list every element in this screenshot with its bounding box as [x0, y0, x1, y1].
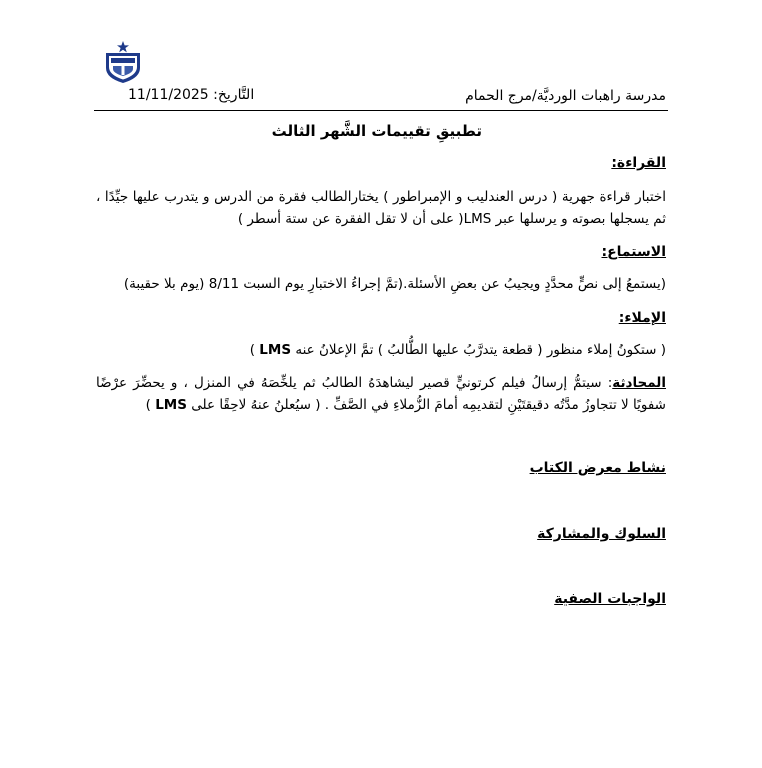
reading-text: اختبار قراءة جهرية ( درس العندليب و الإمبراطور ) يختارالطالب فقرة من الدرس و يتدرب عليها جيِّدًا ، ثم يسجلها بصوته و يرسلها عبر LMS( على أن لا تقل الفقرة عن ستة أسطر )	[96, 189, 666, 227]
conversation-text-after: )	[145, 397, 151, 413]
dictation-text-after: )	[249, 342, 255, 358]
conversation-lms: LMS	[155, 397, 187, 413]
reading-heading: القراءة:	[611, 155, 666, 171]
school-name: مدرسة راهبات الورديَّة/مرج الحمام	[465, 88, 666, 104]
book-fair-heading: نشاط معرض الكتاب	[529, 460, 666, 476]
conversation-paragraph	[96, 372, 666, 416]
dictation-heading: الإملاء:	[618, 310, 666, 326]
behavior-heading: السلوك والمشاركة	[537, 526, 666, 542]
conversation-heading: المحادثة	[612, 375, 666, 391]
header-divider	[94, 110, 668, 111]
listening-text: (يستمعُ إلى نصٍّ محدَّدٍ ويجيبُ عن بعضِ الأسئلة.(تمَّ إجراءُ الاختبارِ يوم السبت 8/11 (يوم بلا حقيبة)	[123, 276, 666, 292]
page-title: تطبيقِ تقييمات الشَّهر الثالث	[271, 122, 482, 140]
document-date: التَّاريخ: 11/11/2025	[128, 87, 255, 103]
dictation-lms: LMS	[259, 342, 292, 358]
homework-heading: الواجبات الصفية	[554, 591, 666, 607]
dictation-text-before: ( ستكونُ إملاء منظور ( قطعة يتدرَّبُ عليها الطُّالبُ ) تمَّ الإعلانُ عنه	[295, 342, 666, 358]
school-logo-icon	[102, 40, 144, 84]
listening-heading: الاستماع:	[601, 244, 666, 260]
dictation-text	[250, 342, 666, 358]
conversation-text: : سيتمُّ إرسالُ فيلم كرتونيٍّ قصير ليشاهدَهُ الطالبُ ثم يلخِّصَهُ في المنزل ، و يحضِّرَ عرْضًا شفويًا لا تتجاوزُ مدَّتُه دقيقتَيْنِ لتقديمِه أمامَ الزُّملاءِ في الصَّفِّ . ( سيُعلنُ عنهُ لاحِقًا على	[96, 375, 666, 413]
